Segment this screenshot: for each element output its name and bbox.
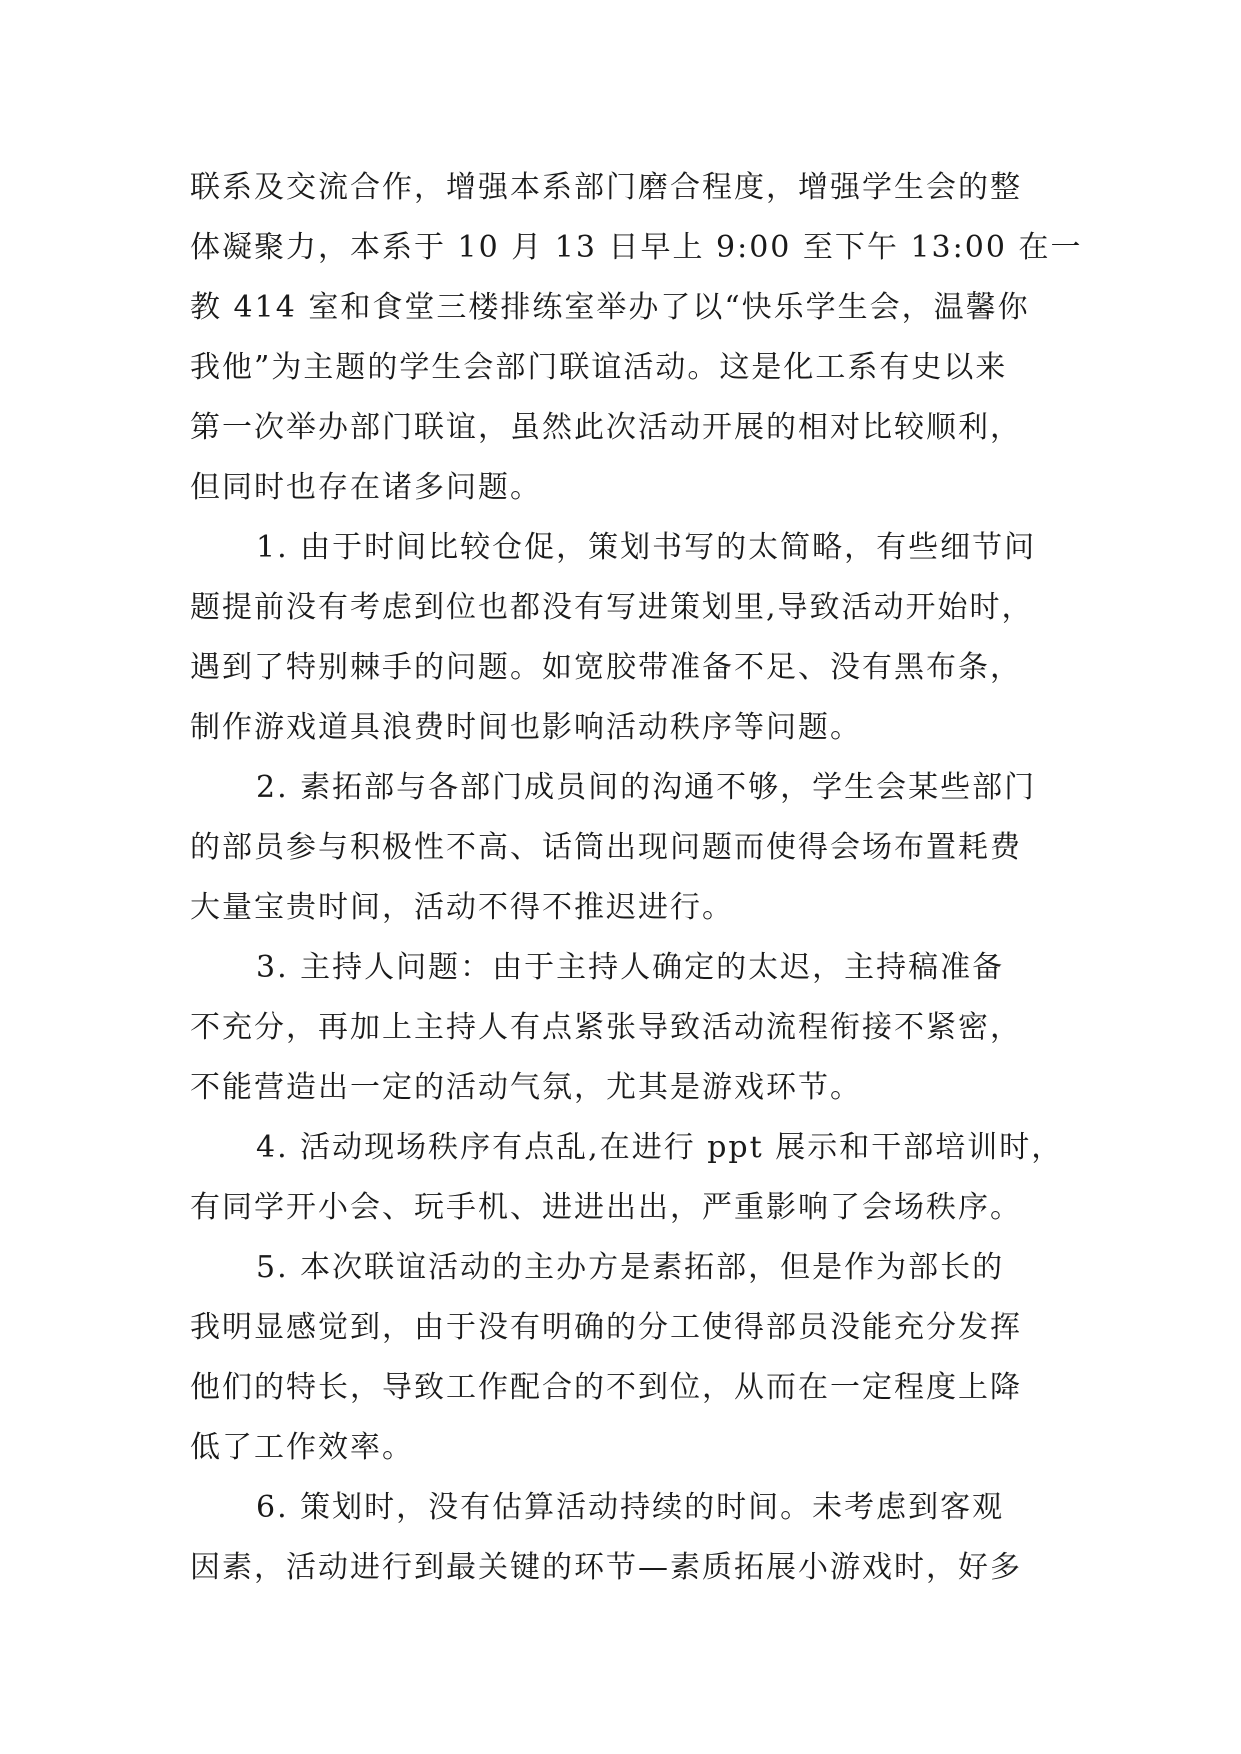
text-line: 我明显感觉到，由于没有明确的分工使得部员没能充分发挥 [190,1310,1022,1345]
text-line: 的部员参与积极性不高、话筒出现问题而使得会场布置耗费 [190,830,1022,865]
text-line: 我他”为主题的学生会部门联谊活动。这是化工系有史以来 [190,350,1008,385]
text-line: 联系及交流合作，增强本系部门磨合程度，增强学生会的整 [190,170,1022,205]
text-line: 他们的特长，导致工作配合的不到位，从而在一定程度上降 [190,1370,1022,1405]
list-item-5-line: 5. 本次联谊活动的主办方是素拓部，但是作为部长的 [256,1250,1005,1285]
text-line: 不能营造出一定的活动气氛，尤其是游戏环节。 [190,1070,862,1105]
text-line: 遇到了特别棘手的问题。如宽胶带准备不足、没有黑布条， [190,650,1022,685]
text-line: 题提前没有考虑到位也都没有写进策划里,导致活动开始时， [190,590,1034,625]
text-line: 因素，活动进行到最关键的环节—素质拓展小游戏时，好多 [190,1550,1022,1585]
list-item-2-line: 2. 素拓部与各部门成员间的沟通不够，学生会某些部门 [256,770,1037,805]
text-line: 体凝聚力，本系于 10 月 13 日早上 9:00 至下午 13:00 在一 [190,230,1083,265]
text-line: 教 414 室和食堂三楼排练室举办了以“快乐学生会，温馨你 [190,290,1030,325]
text-line: 大量宝贵时间，活动不得不推迟进行。 [190,890,734,925]
text-line: 制作游戏道具浪费时间也影响活动秩序等问题。 [190,710,862,745]
list-item-6-line: 6. 策划时，没有估算活动持续的时间。未考虑到客观 [256,1490,1005,1525]
text-line: 低了工作效率。 [190,1430,414,1465]
text-line: 不充分，再加上主持人有点紧张导致活动流程衔接不紧密， [190,1010,1022,1045]
list-item-4-line: 4. 活动现场秩序有点乱,在进行 ppt 展示和干部培训时， [256,1130,1064,1165]
document-body [190,158,1090,1598]
text-line: 有同学开小会、玩手机、进进出出，严重影响了会场秩序。 [190,1190,1022,1225]
list-item-1-line: 1. 由于时间比较仓促，策划书写的太简略，有些细节问 [256,530,1037,565]
text-line: 但同时也存在诸多问题。 [190,470,542,505]
list-item-3-line: 3. 主持人问题：由于主持人确定的太迟，主持稿准备 [256,950,1005,985]
text-line: 第一次举办部门联谊，虽然此次活动开展的相对比较顺利， [190,410,1022,445]
